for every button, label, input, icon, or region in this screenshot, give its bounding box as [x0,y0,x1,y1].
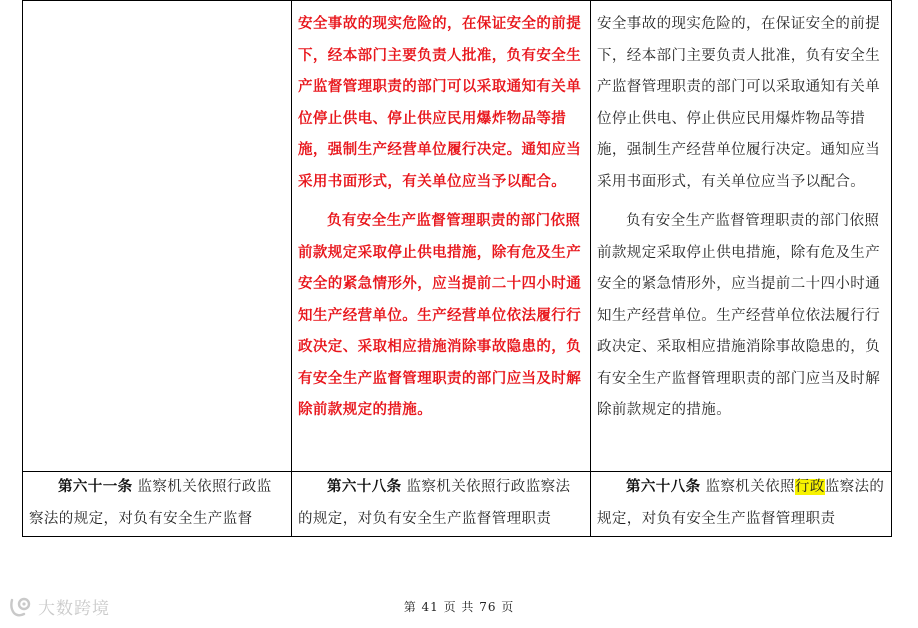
draft-paragraph-1: 安全事故的现实危险的，在保证安全的前提下，经本部门主要负责人批准，负有安全生产监督管理职责的部门可以采取通知有关单位停止供电、停止供应民用爆炸物品等措施，强制生产经营单位履行决定。通知应当采用书面形式，有关单位应当予以配合。 [298,16,582,190]
table-row [23,1,892,472]
new-article-text [597,472,885,535]
table-row [23,472,892,537]
old-law-cell [23,1,292,472]
article-number: 第六十八条 [626,479,701,495]
draft-paragraph-2: 负有安全生产监督管理职责的部门依照前款规定采取停止供电措施，除有危及生产安全的紧急情形外，应当提前二十四小时通知生产经营单位。生产经营单位依法履行行政决定、采取相应措施消除事故隐患的，负有安全生产监督管理职责的部门应当及时解除前款规定的措施。 [298,213,582,418]
article-body-rest: 监察法的规定，对负有安全生产监督管理职责 [597,479,885,527]
article-number: 第六十一条 [58,479,133,495]
draft-law-cell [292,1,591,472]
old-article-text [29,472,285,535]
old-article-cell [23,472,292,537]
draft-article-cell [292,472,591,537]
article-body: 监察机关依照行政监察法的规定，对负有安全生产监督 [29,479,272,527]
watermark-text: 大数跨境 [38,599,110,619]
page-number: 第 41 页 共 76 页 [403,600,515,614]
article-body: 监察机关依照 [700,479,795,495]
new-paragraph-2: 负有安全生产监督管理职责的部门依照前款规定采取停止供电措施，除有危及生产安全的紧急情形外，应当提前二十四小时通知生产经营单位。生产经营单位依法履行行政决定、采取相应措施消除事故隐患的，负有安全生产监督管理职责的部门应当及时解除前款规定的措施。 [597,213,881,418]
highlighted-text: 行政 [794,479,825,495]
draft-article-text [298,472,584,535]
new-law-cell [591,1,892,472]
article-number: 第六十八条 [327,479,402,495]
new-paragraph-1: 安全事故的现实危险的，在保证安全的前提下，经本部门主要负责人批准，负有安全生产监督管理职责的部门可以采取通知有关单位停止供电、停止供应民用爆炸物品等措施，强制生产经营单位履行决定。通知应当采用书面形式，有关单位应当予以配合。 [597,16,881,190]
article-body: 监察机关依照行政监察法的规定，对负有安全生产监督管理职责 [298,479,571,527]
comparison-table [22,0,892,537]
new-article-cell [591,472,892,537]
